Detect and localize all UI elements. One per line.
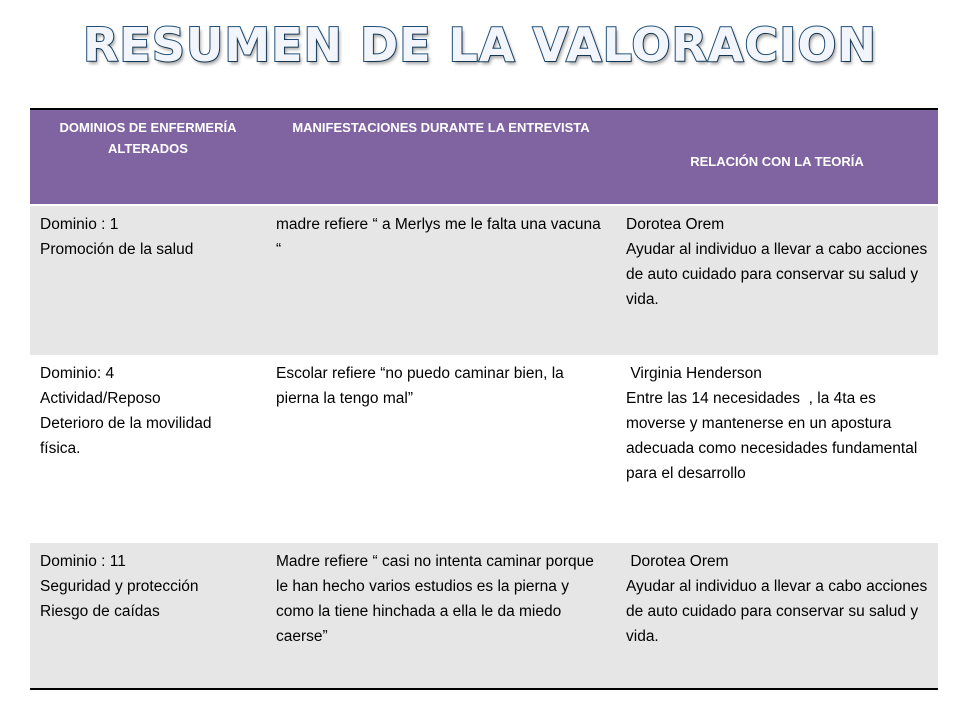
assessment-summary-table bbox=[30, 108, 938, 690]
teoria-description: Entre las 14 necesidades , la 4ta es moverse y mantenerse en un apostura adecuada como necesidades fundamental para el desarrollo bbox=[626, 390, 922, 482]
teoria-cell bbox=[616, 543, 938, 689]
dominio-label: Actividad/Reposo bbox=[40, 390, 161, 407]
teoria-author: Virginia Henderson bbox=[626, 365, 762, 382]
dominio-label: Seguridad y protección bbox=[40, 578, 199, 595]
header-dominios: DOMINIOS DE ENFERMERÍA ALTERADOS bbox=[30, 109, 266, 205]
dominio-diagnosis: Riesgo de caídas bbox=[40, 603, 160, 620]
header-relacion-teoria: RELACIÓN CON LA TEORÍA bbox=[616, 109, 938, 205]
teoria-description: Ayudar al individuo a llevar a cabo acciones de auto cuidado para conservar su salud y vida. bbox=[626, 578, 932, 645]
teoria-cell bbox=[616, 205, 938, 355]
dominio-label: Promoción de la salud bbox=[40, 241, 194, 258]
manifestacion-cell: Madre refiere “ casi no intenta caminar porque le han hecho varios estudios es la pierna y como la tiene hinchada a ella le da miedo caerse” bbox=[266, 543, 616, 689]
table-row bbox=[30, 205, 938, 355]
manifestacion-cell: Escolar refiere “no puedo caminar bien, la pierna la tengo mal” bbox=[266, 355, 616, 543]
dominio-number: Dominio: 4 bbox=[40, 365, 115, 382]
dominio-cell bbox=[30, 205, 266, 355]
slide-title: RESUMEN DE LA VALORACION bbox=[83, 18, 877, 72]
dominio-number: Dominio : 1 bbox=[40, 216, 119, 233]
manifestacion-cell: madre refiere “ a Merlys me le falta una vacuna “ bbox=[266, 205, 616, 355]
teoria-author: Dorotea Orem bbox=[626, 216, 725, 233]
dominio-cell bbox=[30, 543, 266, 689]
teoria-author: Dorotea Orem bbox=[626, 553, 729, 570]
table-row bbox=[30, 355, 938, 543]
teoria-description: Ayudar al individuo a llevar a cabo acciones de auto cuidado para conservar su salud y vida. bbox=[626, 241, 932, 308]
dominio-diagnosis: Deterioro de la movilidad física. bbox=[40, 415, 216, 457]
table-header-row bbox=[30, 109, 938, 205]
dominio-cell bbox=[30, 355, 266, 543]
table-row bbox=[30, 543, 938, 689]
teoria-cell bbox=[616, 355, 938, 543]
header-manifestaciones: MANIFESTACIONES DURANTE LA ENTREVISTA bbox=[266, 109, 616, 205]
dominio-number: Dominio : 11 bbox=[40, 553, 126, 570]
